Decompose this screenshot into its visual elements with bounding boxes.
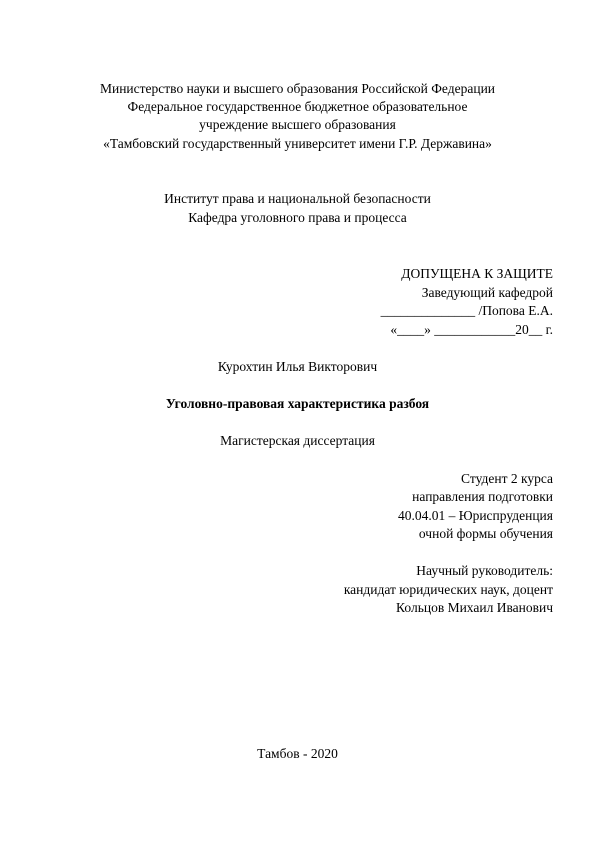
university-name: «Тамбовский государственный университет имени Г.Р. Державина» [103, 136, 492, 151]
student-form: очной формы обучения [418, 526, 553, 541]
student-specialty: 40.04.01 – Юриспруденция [397, 508, 553, 523]
university-type-line: Федеральное государственное бюджетное образовательное [127, 99, 468, 114]
supervisor-label: Научный руководитель: [416, 563, 553, 578]
city-year: Тамбов - 2020 [257, 746, 338, 761]
ministry-line: Министерство науки и высшего образования Российской Федерации [99, 81, 496, 96]
student-direction: направления подготовки [412, 489, 553, 504]
student-course: Студент 2 курса [461, 471, 553, 486]
department-name: Кафедра уголовного права и процесса [188, 210, 407, 225]
thesis-type: Магистерская диссертация [220, 433, 375, 448]
institute-name: Институт права и национальной безопасности [164, 191, 431, 206]
thesis-title: Уголовно-правовая характеристика разбоя [165, 396, 430, 411]
approval-signature: ______________ /Попова Е.А. [380, 303, 553, 318]
supervisor-degree: кандидат юридических наук, доцент [343, 582, 553, 597]
approval-role: Заведующий кафедрой [421, 285, 553, 300]
approval-title: ДОПУЩЕНА К ЗАЩИТЕ [401, 266, 553, 281]
approval-date: «____» ____________20__ г. [390, 322, 553, 337]
supervisor-name: Кольцов Михаил Иванович [396, 600, 553, 615]
institution-line: учреждение высшего образования [199, 117, 396, 132]
author-name: Курохтин Илья Викторович [217, 359, 378, 374]
